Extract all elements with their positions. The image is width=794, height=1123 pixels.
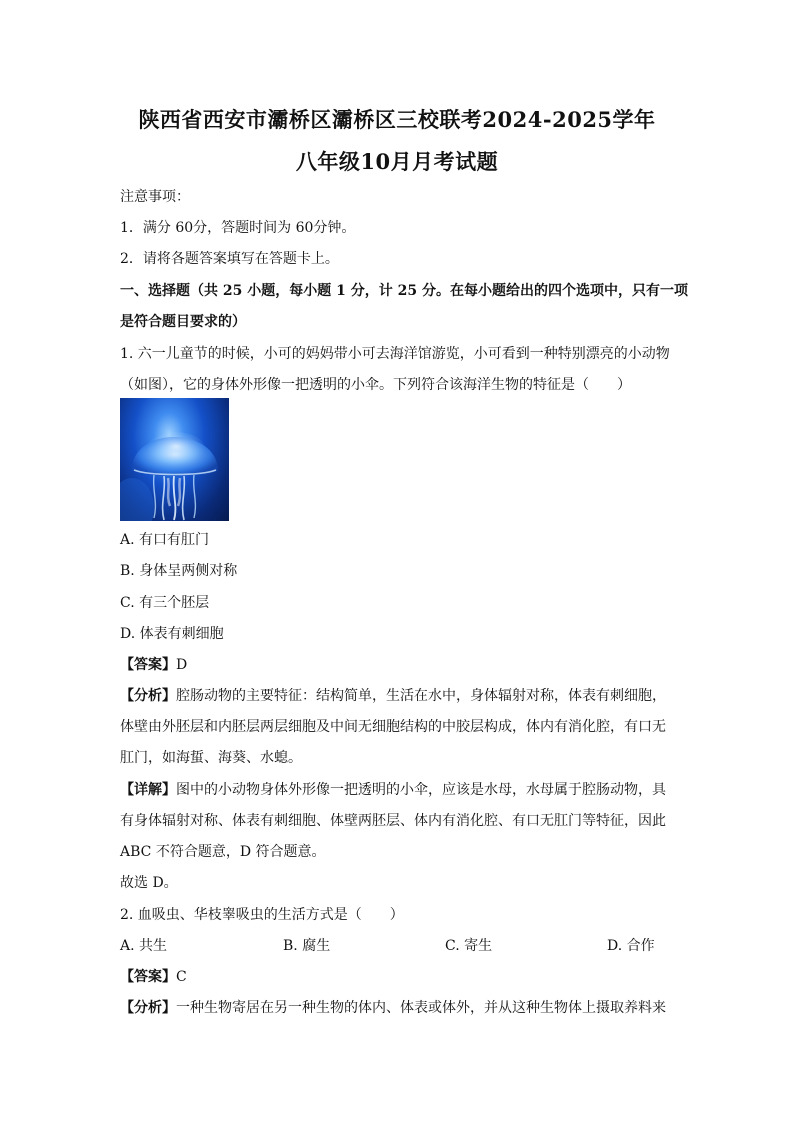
notes-item-1: 1．满分 60分，答题时间为 60分钟。: [120, 220, 356, 236]
analysis-text: 腔肠动物的主要特征：结构简单，生活在水中，身体辐射对称，体表有刺细胞，: [176, 688, 666, 704]
section-heading-line-2: 是符合题目要求的）: [120, 314, 246, 330]
analysis-label: 【分析】: [120, 1000, 176, 1016]
notes-heading: 注意事项：: [120, 189, 190, 205]
q1-option-b: B. 身体呈两侧对称: [120, 563, 238, 579]
q1-analysis-line-3: 肛门，如海蜇、海葵、水螅。: [120, 750, 302, 766]
q1-detail-line-3: ABC 不符合题意，D 符合题意。: [120, 844, 326, 860]
q1-option-d: D. 体表有刺细胞: [120, 626, 224, 642]
q1-option-c: C. 有三个胚层: [120, 595, 210, 611]
q1-analysis-line-1: [120, 686, 680, 706]
answer-value: D: [176, 657, 188, 673]
q1-option-a: A. 有口有肛门: [120, 532, 210, 548]
q1-answer: [120, 655, 680, 675]
answer-label: 【答案】: [120, 969, 176, 985]
analysis-text: 一种生物寄居在另一种生物的体内、体表或体外，并从这种生物体上摄取养料来: [176, 1000, 666, 1016]
q2-option-b: B. 腐生: [283, 938, 331, 954]
q1-detail-line-2: 有身体辐射对称、体表有刺细胞、体壁两胚层、体内有消化腔、有口无肛门等特征，因此: [120, 813, 666, 829]
answer-label: 【答案】: [120, 657, 176, 673]
q1-analysis-line-2: 体壁由外胚层和内胚层两层细胞及中间无细胞结构的中胶层构成，体内有消化腔，有口无: [120, 719, 666, 735]
q1-stem-line-2: （如图），它的身体外形像一把透明的小伞。下列符合该海洋生物的特征是（ ）: [120, 377, 631, 393]
q2-option-d: D. 合作: [607, 938, 655, 954]
section-heading-line-1: 一、选择题（共 25 小题，每小题 1 分，计 25 分。在每小题给出的四个选项中，只有一项: [120, 283, 688, 299]
q2-option-a: A. 共生: [120, 938, 168, 954]
q1-stem-line-1: 1. 六一儿童节的时候，小可的妈妈带小可去海洋馆游览，小可看到一种特别漂亮的小动物: [120, 346, 670, 362]
jellyfish-icon: [120, 398, 229, 521]
q2-stem: 2. 血吸虫、华枝睾吸虫的生活方式是（ ）: [120, 907, 404, 923]
q2-option-c: C. 寄生: [445, 938, 493, 954]
document-title-line-1: 陕西省西安市灞桥区灞桥区三校联考2024-2025学年: [138, 107, 656, 132]
q2-analysis-line-1: [120, 998, 680, 1018]
document-title-line-2: 八年级10月月考试题: [295, 149, 499, 174]
answer-value: C: [176, 969, 187, 985]
analysis-label: 【分析】: [120, 688, 176, 704]
jellyfish-image: [120, 398, 229, 521]
detail-label: 【详解】: [120, 782, 176, 798]
q1-detail-line-1: [120, 780, 680, 800]
detail-text: 图中的小动物身体外形像一把透明的小伞，应该是水母，水母属于腔肠动物，具: [176, 782, 666, 798]
notes-item-2: 2．请将各题答案填写在答题卡上。: [120, 251, 339, 267]
q2-answer: [120, 967, 680, 987]
q1-conclusion: 故选 D。: [120, 875, 178, 891]
